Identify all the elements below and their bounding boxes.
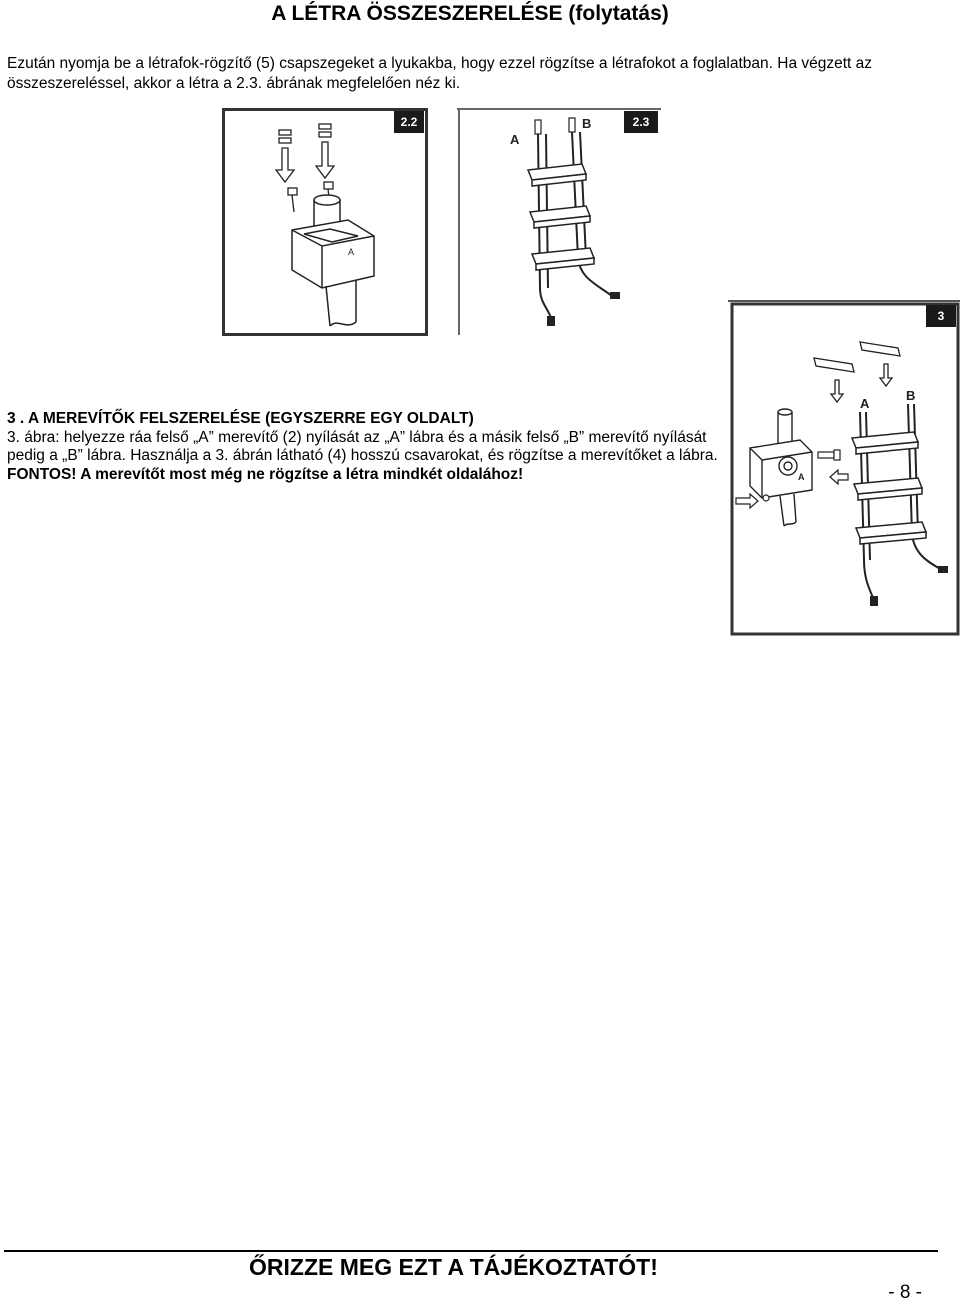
footer-divider: [4, 1250, 938, 1252]
figure-label: 2.3: [624, 111, 658, 133]
figure-2-3-drawing: [456, 108, 662, 336]
page-title: A LÉTRA ÖSSZESZERELÉSE (folytatás): [271, 2, 669, 25]
page-number: - 8 -: [888, 1282, 922, 1303]
figure-3: [728, 300, 960, 636]
detail-label-a: A: [798, 472, 805, 482]
intro-paragraph: Ezután nyomja be a létrafok-rögzítő (5) csapszegeket a lyukakba, hogy ezzel rögzítse a létrafokot a foglalatban. Ha végzett az összeszereléssel, akkor a létra a 2.3. ábrának megfelelően néz ki.: [7, 55, 873, 92]
figure-2-3: [456, 108, 662, 336]
leg-label-a: A: [860, 396, 870, 411]
figure-label: 3: [926, 305, 956, 327]
section-body: 3. ábra: helyezze ráa felső „A” merevítő (2) nyílását az „A” lábra és a másik felső „B” merevítő nyílását pedig a „B” lábra. Használja a 3. ábrán látható (4) hosszú csavarokat, és rögzítse a merevítőket a lábra.: [7, 428, 718, 464]
figure-label: 2.2: [394, 111, 424, 133]
figure-2-2: [222, 108, 428, 336]
leg-label-b: B: [906, 388, 916, 403]
marker-a: A: [348, 247, 355, 257]
footer-notice: ŐRIZZE MEG EZT A TÁJÉKOZTATÓT!: [249, 1254, 658, 1280]
leg-label-b: B: [582, 116, 592, 131]
section-heading: 3 . A MEREVÍTŐK FELSZERELÉSE (EGYSZERRE EGY OLDALT): [7, 410, 474, 427]
leg-label-a: A: [510, 132, 520, 147]
important-note: FONTOS! A merevítőt most még ne rögzítse a létra mindkét oldalához!: [7, 465, 524, 483]
figure-2-2-drawing: [222, 108, 428, 336]
figure-3-drawing: [728, 300, 960, 636]
section-3: [7, 410, 722, 484]
